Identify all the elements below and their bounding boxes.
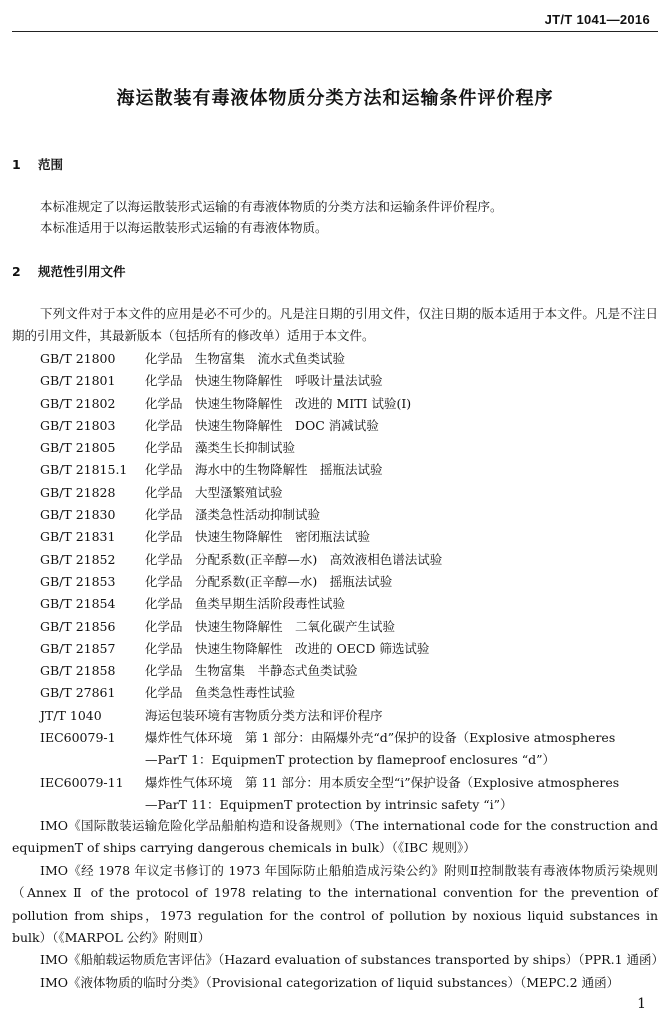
reference-code: GB/T 21854 [40, 596, 116, 612]
reference-code: JT/T 1040 [40, 707, 102, 723]
reference-title: 化学品 快速生物降解性 改进的 OECD 筛选试验 [145, 640, 430, 656]
section-1-title: 范围 [38, 157, 64, 172]
header-rule [12, 31, 658, 32]
reference-code: GB/T 21852 [40, 551, 116, 567]
reference-title: 化学品 鱼类早期生活阶段毒性试验 [145, 596, 346, 612]
reference-title: 爆炸性气体环境 第 11 部分：用本质安全型“i”保护设备（Explosive atmospheres [145, 774, 620, 790]
reference-code: GB/T 21805 [40, 440, 116, 456]
reference-code: GB/T 21830 [40, 507, 116, 523]
reference-title: 化学品 藻类生长抑制试验 [145, 440, 296, 456]
reference-title: 化学品 快速生物降解性 DOC 消减试验 [145, 417, 379, 433]
reference-item [12, 459, 658, 481]
reference-item [12, 682, 658, 704]
reference-item [12, 393, 658, 415]
section-2-title: 规范性引用文件 [38, 264, 126, 279]
reference-item [12, 348, 658, 370]
section-1-paragraph-2: 本标准适用于以海运散装形式运输的有毒液体物质。 [40, 220, 328, 235]
reference-item [12, 593, 658, 615]
reference-title: 海运包装环境有害物质分类方法和评价程序 [145, 707, 383, 723]
reference-code: GB/T 21856 [40, 618, 116, 634]
reference-item [12, 549, 658, 571]
reference-title: 化学品 生物富集 半静态式鱼类试验 [145, 663, 358, 679]
reference-code: GB/T 21857 [40, 640, 116, 656]
page-number: 1 [637, 996, 646, 1012]
section-1-heading [12, 155, 63, 173]
reference-item [12, 660, 658, 682]
reference-title: 化学品 大型溞繁殖试验 [145, 484, 283, 500]
reference-code: GB/T 21831 [40, 529, 116, 545]
reference-title: 化学品 快速生物降解性 呼吸计量法试验 [145, 373, 383, 389]
reference-code: GB/T 21853 [40, 573, 116, 589]
reference-title: 化学品 海水中的生物降解性 摇瓶法试验 [145, 462, 383, 478]
reference-item [12, 370, 658, 392]
reference-list [12, 348, 658, 816]
reference-code: GB/T 21802 [40, 395, 116, 411]
reference-code: GB/T 21858 [40, 663, 116, 679]
section-1-paragraph-1: 本标准规定了以海运散装形式运输的有毒液体物质的分类方法和运输条件评价程序。 [40, 199, 503, 214]
standard-code: JT/T 1041—2016 [544, 12, 650, 27]
reference-code: IEC60079-11 [40, 774, 124, 790]
reference-code: GB/T 21803 [40, 417, 116, 433]
reference-code: GB/T 21800 [40, 351, 116, 366]
reference-title: 化学品 快速生物降解性 二氧化碳产生试验 [145, 618, 396, 634]
section-1-number: 1 [12, 157, 21, 172]
imo-references [12, 815, 664, 994]
reference-item [12, 638, 658, 660]
reference-item [12, 705, 658, 727]
reference-code: GB/T 27861 [40, 685, 116, 701]
reference-title: 化学品 溞类急性活动抑制试验 [145, 507, 321, 523]
reference-item [12, 482, 658, 504]
reference-code: GB/T 21828 [40, 484, 116, 500]
section-2-heading [12, 262, 126, 280]
reference-code: IEC60079-1 [40, 730, 116, 746]
reference-title: 化学品 快速生物降解性 密闭瓶法试验 [145, 529, 371, 545]
section-2-intro: 下列文件对于本文件的应用是必不可少的。凡是注日期的引用文件，仅注日期的版本适用于本文件。凡是不注日期的引用文件，其最新版本（包括所有的修改单）适用于本文件。 [12, 306, 658, 343]
document-title: 海运散装有毒液体物质分类方法和运输条件评价程序 [116, 88, 554, 109]
reference-item [12, 526, 658, 548]
reference-title: 化学品 分配系数(正辛醇—水) 高效液相色谱法试验 [145, 551, 443, 567]
reference-title: 化学品 生物富集 流水式鱼类试验 [145, 351, 346, 366]
imo-reference-mepc: IMO《液体物质的临时分类》（Provisional categorization of liquid substances）（MEPC.2 通函） [40, 974, 620, 990]
reference-title: 化学品 鱼类急性毒性试验 [145, 685, 296, 701]
imo-reference-ibc: IMO《国际散装运输危险化学品船舶构造和设备规则》（The international code for the construction and equipmenT of ships carrying dangerous chemicals in bulk）（《IBC 规则》） [12, 818, 658, 856]
imo-reference-marpol: IMO《经 1978 年议定书修订的 1973 年国际防止船舶造成污染公约》附则Ⅱ控制散装有毒液体物质污染规则（Annex Ⅱ of the protocol of 1978 relating to the international convention for the prevention of pollution from ships，1973 regulation for the control of pollution by noxious liquid substances in bulk）（《MARPOL 公约》附则Ⅱ） [12, 862, 658, 946]
reference-item [12, 437, 658, 459]
reference-item [12, 571, 658, 593]
reference-title: 爆炸性气体环境 第 1 部分：由隔爆外壳“d”保护的设备（Explosive atmospheres [145, 730, 616, 746]
reference-item [12, 727, 658, 749]
imo-reference-ppr: IMO《船舶载运物质危害评估》（Hazard evaluation of substances transported by ships）（PPR.1 通函） [40, 952, 664, 968]
reference-item [12, 616, 658, 638]
reference-code: GB/T 21801 [40, 373, 116, 389]
reference-title: 化学品 快速生物降解性 改进的 MITI 试验(Ⅰ) [145, 395, 412, 411]
reference-title-continuation: —ParT 1：EquipmenT protection by flameproof enclosures “d”） [145, 752, 556, 768]
reference-item [12, 504, 658, 526]
reference-code: GB/T 21815.1 [40, 462, 128, 478]
reference-item [12, 772, 658, 794]
section-2-number: 2 [12, 264, 21, 279]
reference-title-continuation: —ParT 11：EquipmenT protection by intrinsic safety “i”） [145, 796, 513, 812]
reference-title: 化学品 分配系数(正辛醇—水) 摇瓶法试验 [145, 573, 393, 589]
reference-item [12, 415, 658, 437]
